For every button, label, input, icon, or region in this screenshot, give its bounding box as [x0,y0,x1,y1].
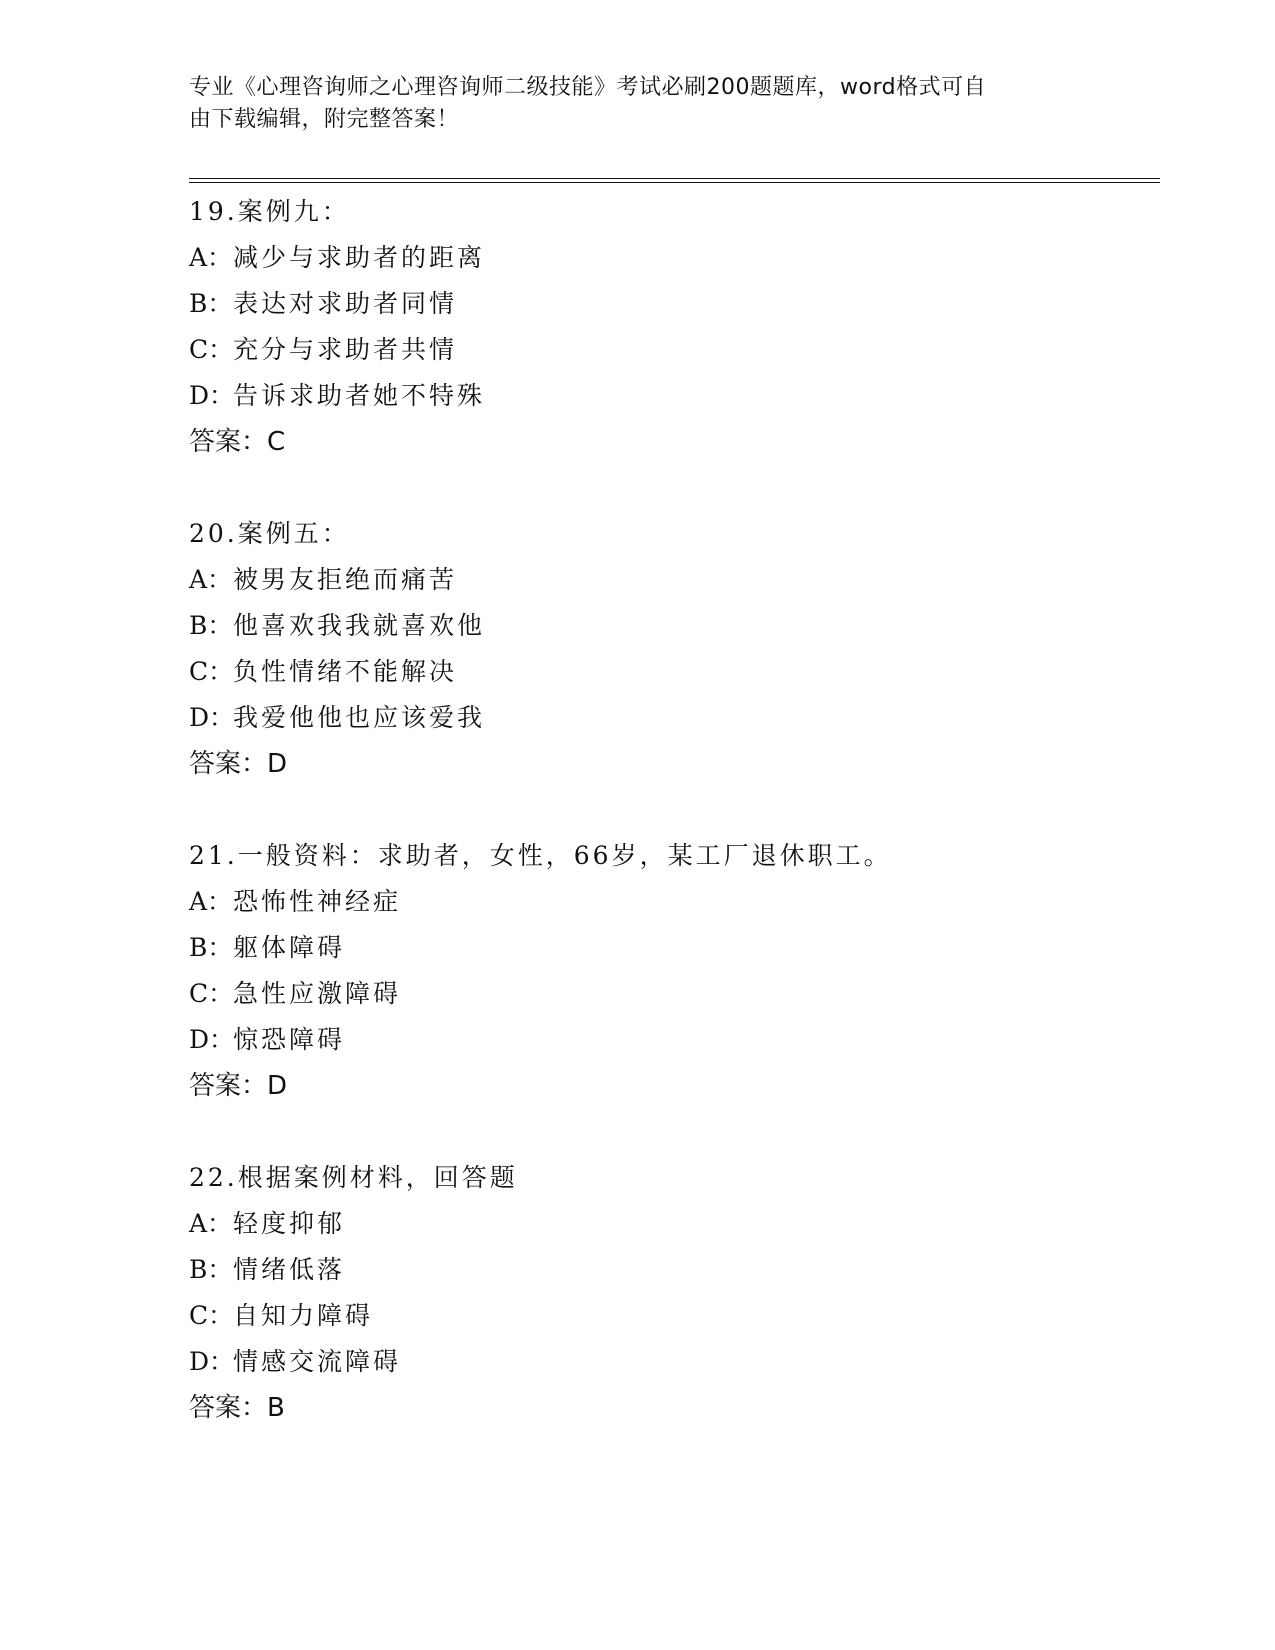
option-d [189,376,1160,422]
option-letter: A： [189,887,233,916]
option-letter: B： [189,1255,233,1284]
option-c [189,330,1160,376]
option-letter: A： [189,565,233,594]
option-text: 恐怖性神经症 [233,887,402,916]
option-letter: D： [189,381,235,410]
question-stem: 19.案例九： [189,197,350,226]
option-letter: A： [189,243,233,272]
option-b [189,284,1160,330]
question-stem: 20.案例五： [189,519,350,548]
option-a [189,238,1160,284]
answer-line: 答案：D [189,1071,288,1101]
option-text: 告诉求助者她不特殊 [233,381,486,410]
option-d [189,698,1160,744]
option-letter: C： [189,335,234,364]
option-text: 表达对求助者同情 [233,289,458,318]
option-text: 轻度抑郁 [233,1209,346,1238]
option-letter: B： [189,289,233,318]
option-text: 被男友拒绝而痛苦 [233,565,458,594]
question-19 [189,192,1160,468]
question-stem: 22.根据案例材料，回答题 [189,1163,518,1192]
option-b [189,928,1160,974]
option-letter: D： [189,1025,235,1054]
option-d [189,1020,1160,1066]
option-letter: B： [189,611,233,640]
header-line-2: 由下载编辑，附完整答案！ [189,107,460,132]
answer-line: 答案：D [189,749,288,779]
option-c [189,1296,1160,1342]
option-letter: C： [189,979,234,1008]
option-b [189,1250,1160,1296]
option-b [189,606,1160,652]
option-letter: C： [189,1301,234,1330]
question-22 [189,1158,1160,1434]
question-20 [189,514,1160,790]
option-text: 惊恐障碍 [233,1025,346,1054]
option-a [189,1204,1160,1250]
option-text: 躯体障碍 [233,933,346,962]
document-header [189,72,1069,136]
question-list [189,192,1160,1480]
option-letter: C： [189,657,234,686]
option-letter: B： [189,933,233,962]
option-text: 减少与求助者的距离 [233,243,486,272]
option-a [189,882,1160,928]
answer-line: 答案：B [189,1393,285,1423]
option-text: 自知力障碍 [233,1301,374,1330]
option-text: 急性应激障碍 [233,979,402,1008]
option-c [189,974,1160,1020]
option-a [189,560,1160,606]
option-c [189,652,1160,698]
option-text: 负性情绪不能解决 [233,657,458,686]
option-letter: D： [189,1347,235,1376]
header-line-1: 专业《心理咨询师之心理咨询师二级技能》考试必刷200题题库，word格式可自 [189,75,987,100]
question-21 [189,836,1160,1112]
option-text: 充分与求助者共情 [233,335,458,364]
option-text: 他喜欢我我就喜欢他 [233,611,486,640]
option-d [189,1342,1160,1388]
option-letter: A： [189,1209,233,1238]
option-text: 情绪低落 [233,1255,346,1284]
header-divider [189,178,1160,183]
option-text: 我爱他他也应该爱我 [233,703,486,732]
answer-line: 答案：C [189,427,286,457]
option-text: 情感交流障碍 [233,1347,402,1376]
option-letter: D： [189,703,235,732]
question-stem: 21.一般资料：求助者，女性，66岁，某工厂退休职工。 [189,841,892,870]
